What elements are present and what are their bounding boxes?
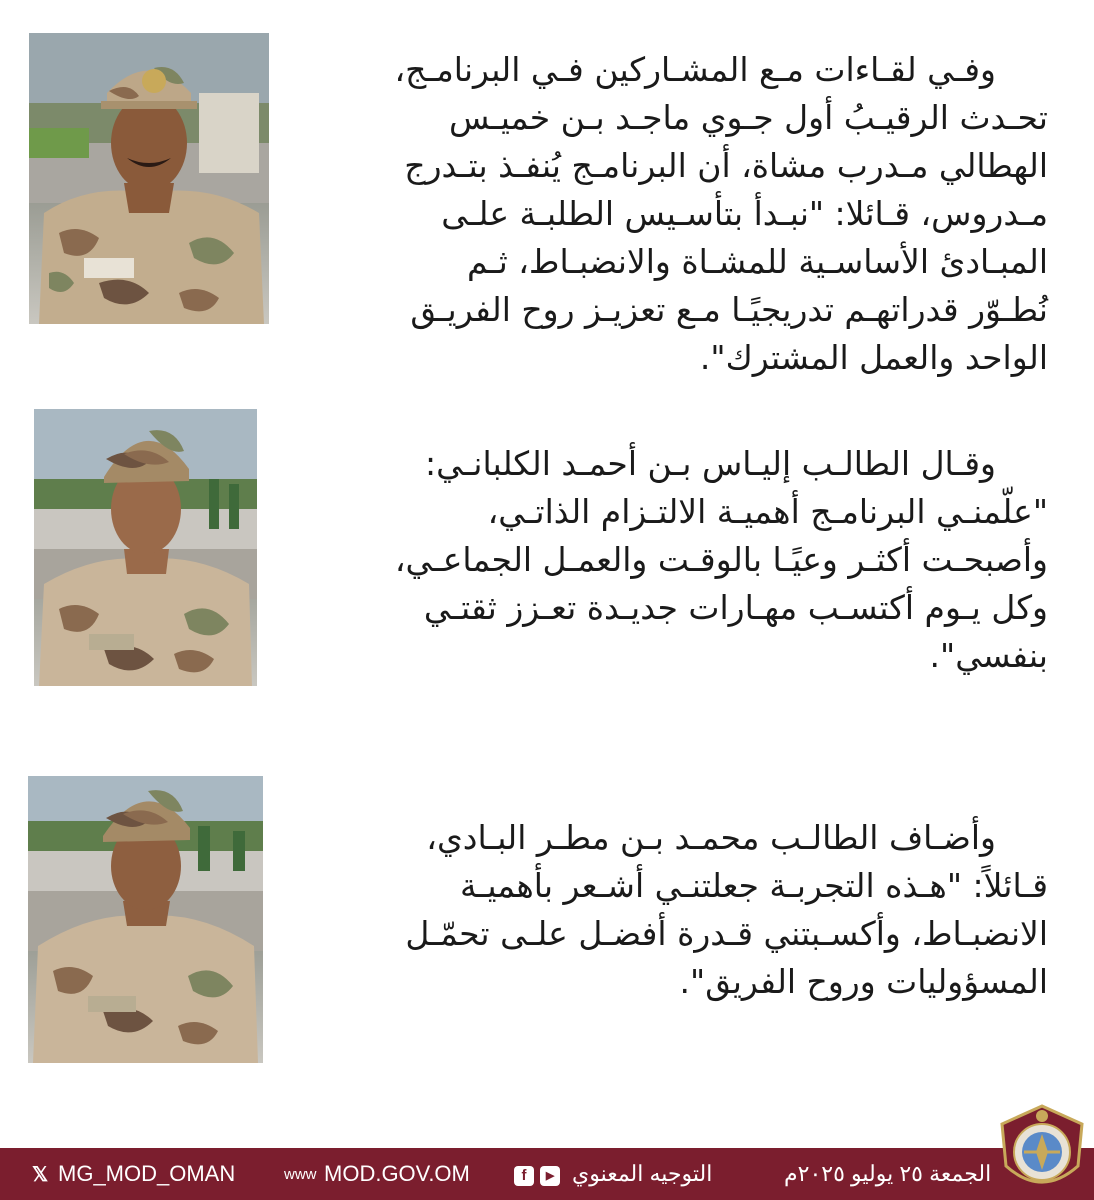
quote-line: وكل يـوم أكتسـب مهـارات جديـدة تعـزز ثقتـي: [423, 588, 1048, 627]
quote-line: قـائلاً: "هـذه التجربـة جعلتنـي أشـعر بأهميـة: [459, 866, 1048, 905]
quote-line: وفـي لقـاءات مـع المشـاركين فـي البرنامـج،: [394, 50, 996, 89]
quote-line: وأصبحـت أكثـر وعيًـا بالوقـت والعمـل الجماعـي،: [394, 540, 1048, 579]
footer-www: www: [284, 1166, 317, 1183]
quote-line: الانضبـاط، وأكسـبتني قـدرة أفضـل علـى تحمّـل: [405, 914, 1048, 953]
footer-social-icons: [514, 1162, 560, 1188]
quote-line: نُطـوّر قدراتهـم تدريجيًـا مـع تعزيـز روح الفريـق: [410, 290, 1048, 329]
photo-instructor: [29, 33, 269, 324]
quote-student-ilyas: [290, 440, 1048, 680]
photo-student-ilyas: [34, 409, 257, 686]
quote-student-mohammed: [290, 814, 1048, 1006]
quote-line: الهطالي مـدرب مشاة، أن البرنامـج يُنفـذ بتـدرج: [404, 146, 1048, 185]
quote-line: وأضـاف الطالـب محمـد بـن مطـر البـادي،: [426, 818, 996, 857]
quote-line: الواحد والعمل المشترك".: [699, 338, 1048, 377]
facebook-icon[interactable]: f: [514, 1166, 534, 1186]
footer-site[interactable]: MOD.GOV.OM: [324, 1161, 470, 1186]
ministry-emblem: [996, 1102, 1088, 1198]
quote-line: وقـال الطالـب إليـاس بـن أحمـد الكلبانـي:: [425, 444, 996, 483]
quote-line: "علّمنـي البرنامـج أهميـة الالتـزام الذاتـي،: [487, 492, 1048, 531]
quote-line: تحـدث الرقيـبُ أول جـوي ماجـد بـن خميـس: [448, 98, 1048, 137]
x-icon[interactable]: 𝕏: [32, 1164, 49, 1186]
quote-instructor: [290, 46, 1048, 382]
quote-line: بنفسي".: [929, 636, 1048, 675]
quote-line: مـدروس، قـائلا: "نبـدأ بتأسـيس الطلبـة علـى: [441, 194, 1048, 233]
footer-org: التوجيه المعنوي: [572, 1161, 713, 1186]
footer-handle[interactable]: MG_MOD_OMAN: [58, 1161, 236, 1186]
photo-student-mohammed: [28, 776, 263, 1063]
quote-line: المبـادئ الأساسـية للمشـاة والانضبـاط، ثـم: [466, 242, 1048, 281]
quote-line: المسؤوليات وروح الفريق".: [679, 962, 1048, 1001]
footer-date: الجمعة ٢٥ يوليو ٢٠٢٥م: [784, 1161, 992, 1186]
youtube-icon[interactable]: ▶: [540, 1166, 560, 1186]
footer-bar: [0, 1148, 1094, 1200]
